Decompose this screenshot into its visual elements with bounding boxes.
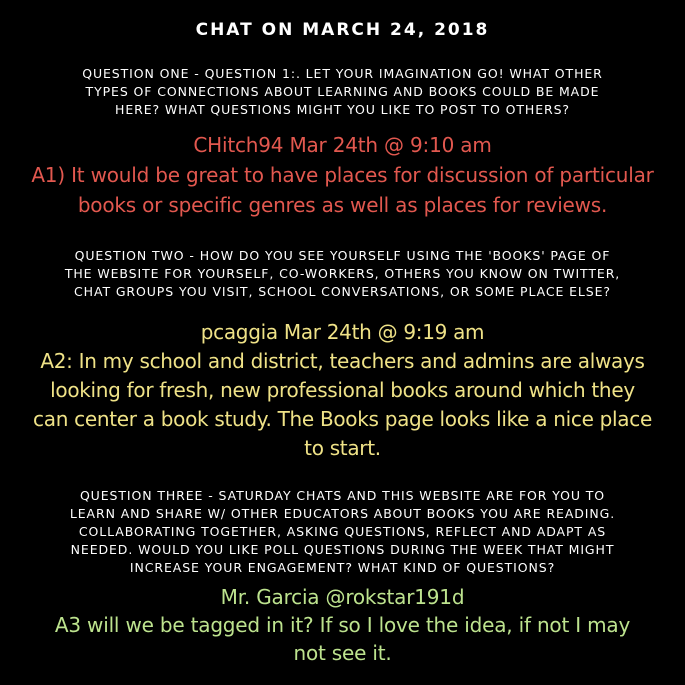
answer-two-line: can center a book study. The Books page looks like a nice place: [33, 407, 652, 431]
question-three-line: COLLABORATING TOGETHER, ASKING QUESTIONS, REFLECT AND ADAPT AS: [78, 524, 607, 539]
answer-three-line: not see it.: [293, 641, 392, 665]
answer-two-line: A2: In my school and district, teachers and admins are always: [40, 349, 645, 373]
question-one-line: TYPES OF CONNECTIONS ABOUT LEARNING AND BOOKS COULD BE MADE: [85, 84, 600, 99]
page-title: CHAT ON MARCH 24, 2018: [195, 20, 490, 40]
answer-two-line: to start.: [304, 436, 381, 460]
answer-three-author: Mr. Garcia @rokstar191d: [220, 585, 465, 609]
question-three-line: QUESTION THREE - SATURDAY CHATS AND THIS WEBSITE ARE FOR YOU TO: [79, 488, 606, 503]
question-three-line: INCREASE YOUR ENGAGEMENT? WHAT KIND OF QUESTIONS?: [129, 560, 556, 575]
question-two-line: QUESTION TWO - HOW DO YOU SEE YOURSELF USING THE 'BOOKS' PAGE OF: [74, 248, 611, 263]
answer-one-line: A1) It would be great to have places for discussion of particular: [31, 163, 654, 187]
answer-three: [0, 583, 685, 667]
question-one-line: QUESTION ONE - QUESTION 1:. LET YOUR IMAGINATION GO! WHAT OTHER: [82, 66, 603, 81]
question-two: [10, 247, 675, 301]
answer-one-line: books or specific genres as well as places for reviews.: [77, 193, 608, 217]
answer-three-line: A3 will we be tagged in it? If so I love the idea, if not I may: [54, 613, 631, 637]
answer-one: [0, 130, 685, 220]
answer-one-author: CHitch94 Mar 24th @ 9:10 am: [193, 133, 492, 157]
question-one-line: HERE? WHAT QUESTIONS MIGHT YOU LIKE TO POST TO OTHERS?: [115, 102, 570, 117]
answer-two-line: looking for fresh, new professional books around which they: [50, 378, 635, 402]
question-three-line: LEARN AND SHARE W/ OTHER EDUCATORS ABOUT BOOKS YOU ARE READING.: [69, 506, 616, 521]
question-three: [10, 487, 675, 577]
question-two-line: CHAT GROUPS YOU VISIT, SCHOOL CONVERSATIONS, OR SOME PLACE ELSE?: [74, 284, 611, 299]
question-two-line: THE WEBSITE FOR YOURSELF, CO-WORKERS, OTHERS YOU KNOW ON TWITTER,: [64, 266, 621, 281]
question-three-line: NEEDED. WOULD YOU LIKE POLL QUESTIONS DURING THE WEEK THAT MIGHT: [70, 542, 615, 557]
answer-two: [0, 318, 685, 463]
answer-two-author: pcaggia Mar 24th @ 9:19 am: [200, 320, 485, 344]
question-one: [10, 65, 675, 119]
